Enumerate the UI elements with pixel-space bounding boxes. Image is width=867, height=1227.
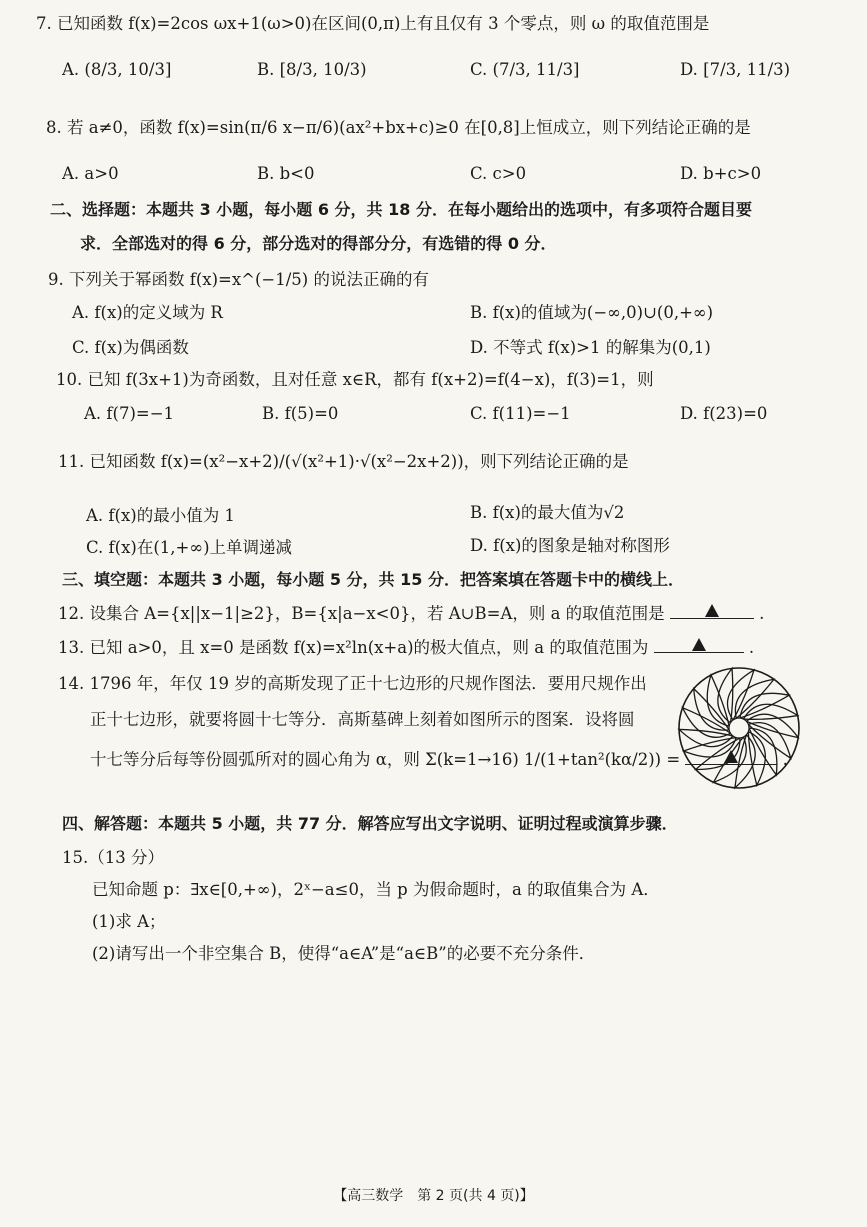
q7-option-c: C. (7/3, 11/3] <box>470 60 580 79</box>
q15-stem: 已知命题 p：∃x∈[0,+∞)，2ˣ−a≤0，当 p 为假命题时，a 的取值集合为 A． <box>92 880 660 899</box>
section-2-heading: 二、选择题：本题共 3 小题，每小题 6 分，共 18 分．在每小题给出的选项中，有多项符合题目要 <box>50 200 752 219</box>
section-3-heading: 三、填空题：本题共 3 小题，每小题 5 分，共 15 分．把答案填在答题卡中的横线上． <box>62 570 684 589</box>
q10-option-d: D. f(23)=0 <box>680 404 768 423</box>
q10-option-b: B. f(5)=0 <box>262 404 339 423</box>
triangle-icon <box>692 638 706 651</box>
q8-option-b: B. b<0 <box>257 164 315 183</box>
q10-option-a: A. f(7)=−1 <box>84 404 175 423</box>
q10-option-c: C. f(11)=−1 <box>470 404 571 423</box>
figure-petal <box>746 714 798 737</box>
gauss-tombstone-figure <box>676 665 802 791</box>
q15-heading: 15.（13 分） <box>62 848 164 867</box>
q8-stem: 8. 若 a≠0，函数 f(x)=sin(π/6 x−π/6)(ax²+bx+c)≥0 在[0,8]上恒成立，则下列结论正确的是 <box>46 118 751 137</box>
q14-stem-line-2: 正十七边形，就要将圆十七等分．高斯墓碑上刻着如图所示的图案．设将圆 <box>90 710 635 729</box>
q11-stem: 11. 已知函数 f(x)=(x²−x+2)/(√(x²+1)·√(x²−2x+2))，则下列结论正确的是 <box>58 452 629 471</box>
q9-option-c: C. f(x)为偶函数 <box>72 338 189 357</box>
q15-part-1: (1)求 A； <box>92 912 166 931</box>
q13-stem: 13. 已知 a>0，且 x=0 是函数 f(x)=x²ln(x+a)的极大值点，则 a 的取值范围为 . <box>58 638 755 657</box>
q8-option-c: C. c>0 <box>470 164 527 183</box>
figure-petal <box>696 738 740 770</box>
q11-option-b: B. f(x)的最大值为√2 <box>470 503 625 522</box>
q13-answer-blank <box>654 638 744 653</box>
q11-option-c: C. f(x)在(1,+∞)上单调递减 <box>86 538 293 557</box>
q12-stem: 12. 设集合 A={x||x−1|≥2}，B={x|a−x<0}，若 A∪B=A，则 a 的取值范围是 . <box>58 604 765 623</box>
q12-answer-blank <box>670 604 754 619</box>
q14-text: 十七等分后每等份圆弧所对的圆心角为 α，则 Σ(k=1→16) 1/(1+tan²(kα/2)) = <box>90 750 681 769</box>
q14-stem-line-3: 十七等分后每等份圆弧所对的圆心角为 α，则 Σ(k=1→16) 1/(1+tan²(kα/2)) = . <box>90 750 788 769</box>
q10-stem: 10. 已知 f(3x+1)为奇函数，且对任意 x∈R，都有 f(x+2)=f(4−x)，f(3)=1，则 <box>56 370 654 389</box>
q11-option-a: A. f(x)的最小值为 1 <box>86 506 235 525</box>
q9-option-d: D. 不等式 f(x)>1 的解集为(0,1) <box>470 338 711 357</box>
q13-text: 13. 已知 a>0，且 x=0 是函数 f(x)=x²ln(x+a)的极大值点，则 a 的取值范围为 <box>58 638 649 657</box>
page-footer: 【高三数学 第 2 页(共 4 页)】 <box>333 1188 534 1204</box>
q9-option-a: A. f(x)的定义域为 R <box>72 303 223 322</box>
section-4-heading: 四、解答题：本题共 5 小题，共 77 分．解答应写出文字说明、证明过程或演算步骤． <box>62 814 678 833</box>
q9-option-b: B. f(x)的值域为(−∞,0)∪(0,+∞) <box>470 303 714 322</box>
q11-option-d: D. f(x)的图象是轴对称图形 <box>470 536 670 555</box>
triangle-icon <box>705 604 719 617</box>
q7-stem: 7. 已知函数 f(x)=2cos ωx+1(ω>0)在区间(0,π)上有且仅有 3 个零点，则 ω 的取值范围是 <box>36 14 710 33</box>
q7-option-b: B. [8/3, 10/3) <box>257 60 367 79</box>
q12-text: 12. 设集合 A={x||x−1|≥2}，B={x|a−x<0}，若 A∪B=A，则 a 的取值范围是 <box>58 604 665 623</box>
q7-option-a: A. (8/3, 10/3] <box>62 60 172 79</box>
q14-stem-line-1: 14. 1796 年，年仅 19 岁的高斯发现了正十七边形的尺规作图法．要用尺规作出 <box>58 674 647 693</box>
q9-stem: 9. 下列关于幂函数 f(x)=x^(−1/5) 的说法正确的有 <box>48 270 429 289</box>
q8-option-d: D. b+c>0 <box>680 164 762 183</box>
q7-option-d: D. [7/3, 11/3) <box>680 60 791 79</box>
q8-option-a: A. a>0 <box>62 164 119 183</box>
section-2-heading-cont: 求．全部选对的得 6 分，部分选对的得部分分，有选错的得 0 分． <box>80 234 557 253</box>
q15-part-2: (2)请写出一个非空集合 B，使得“a∈A”是“a∈B”的必要不充分条件． <box>92 944 596 963</box>
